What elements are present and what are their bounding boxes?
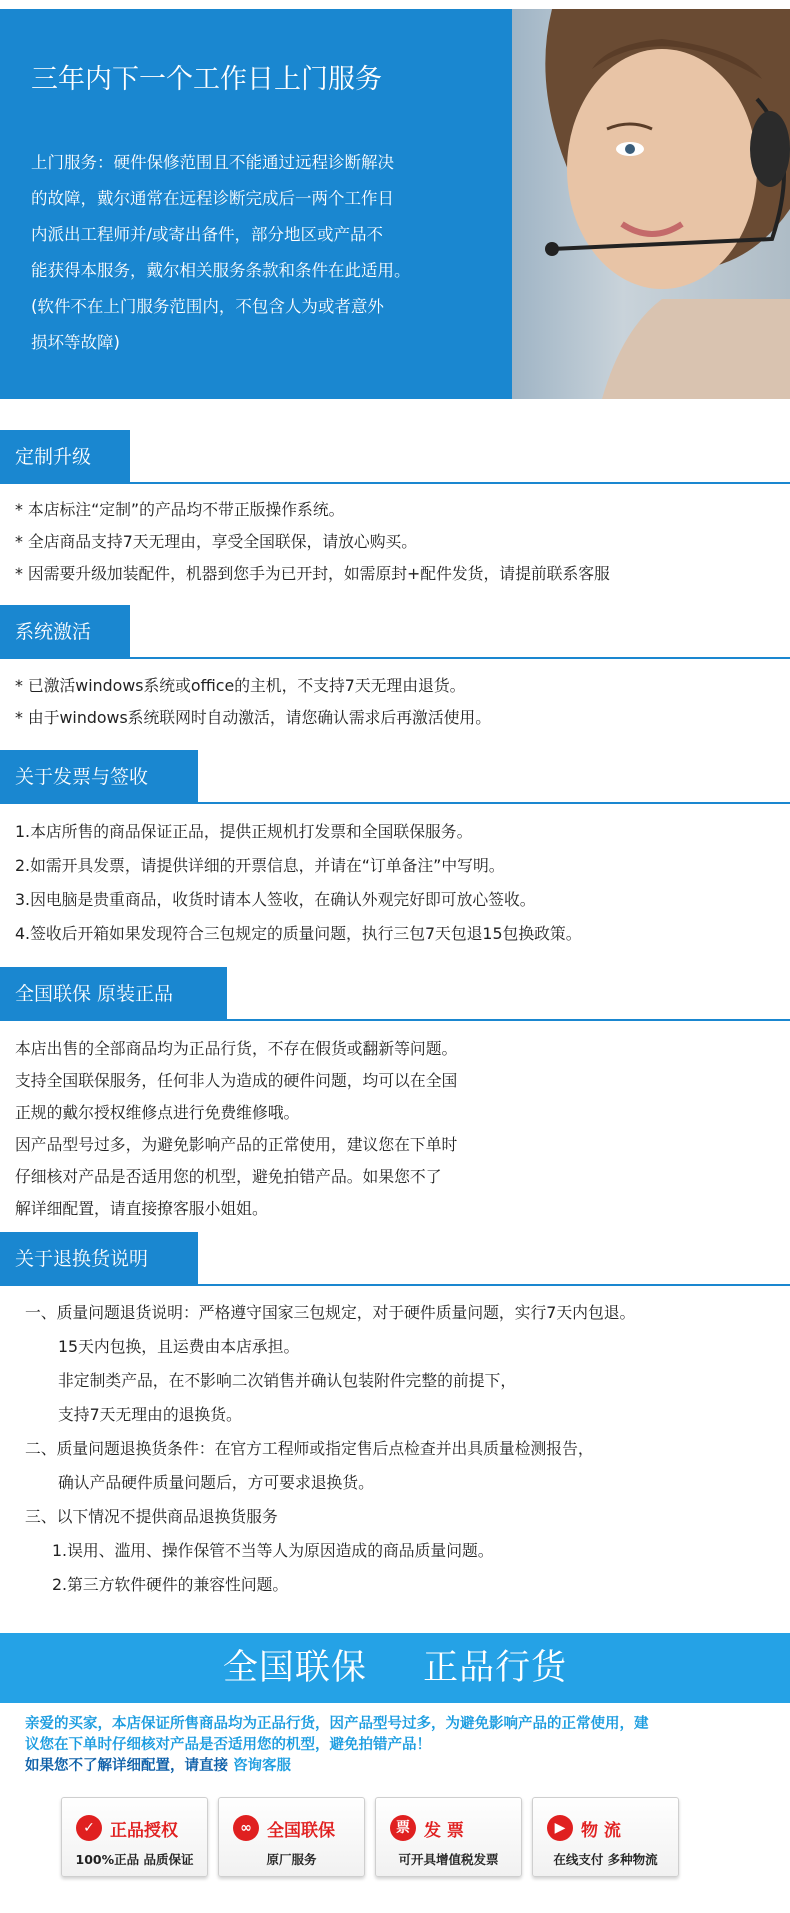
hero-title: 三年内下一个工作日上门服务 bbox=[31, 64, 382, 95]
activation-list bbox=[15, 670, 491, 734]
hero-line: 上门服务：硬件保修范围且不能通过远程诊断解决 bbox=[31, 153, 394, 172]
badge-subtitle: 可开具增值税发票 bbox=[398, 1852, 499, 1867]
support-agent-photo bbox=[512, 9, 790, 399]
promo-prefix: 如果您不了解详细配置，请直接 bbox=[25, 1758, 228, 1774]
badge-title: 全国联保 bbox=[267, 1821, 335, 1841]
list-item: * 本店标注“定制”的产品均不带正版操作系统。 bbox=[15, 500, 345, 519]
list-item: 三、以下情况不提供商品退换货服务 bbox=[25, 1507, 278, 1526]
badge-logistics bbox=[532, 1797, 679, 1877]
list-item: * 全店商品支持7天无理由，享受全国联保，请放心购买。 bbox=[15, 532, 418, 551]
hero-banner bbox=[0, 9, 790, 399]
list-item: * 由于windows系统联网时自动激活，请您确认需求后再激活使用。 bbox=[15, 708, 492, 727]
list-item: 正规的戴尔授权维修点进行免费维修哦。 bbox=[15, 1103, 300, 1122]
section-divider bbox=[0, 657, 790, 659]
contact-service-link[interactable]: 咨询客服 bbox=[233, 1758, 292, 1774]
list-item: * 因需要升级加装配件，机器到您手为已开封，如需原封+配件发货，请提前联系客服 bbox=[15, 564, 610, 583]
guarantee-banner bbox=[0, 1633, 790, 1703]
badge-invoice bbox=[375, 1797, 522, 1877]
invoice-list bbox=[15, 815, 582, 951]
hero-line: 能获得本服务，戴尔相关服务条款和条件在此适用。 bbox=[31, 261, 411, 280]
custom-list bbox=[15, 494, 610, 590]
list-item: 1.误用、滥用、操作保管不当等人为原因造成的商品质量问题。 bbox=[52, 1541, 494, 1560]
list-item: 1.本店所售的商品保证正品，提供正规机打发票和全国联保服务。 bbox=[15, 822, 473, 841]
badge-title: 正品授权 bbox=[110, 1821, 178, 1841]
list-item: 15天内包换，且运费由本店承担。 bbox=[58, 1337, 300, 1356]
list-item: 解详细配置，请直接撩客服小姐姐。 bbox=[15, 1199, 268, 1218]
hero-line: 的故障，戴尔通常在远程诊断完成后一两个工作日 bbox=[31, 189, 394, 208]
hero-body bbox=[31, 145, 501, 361]
agent-illustration bbox=[512, 9, 790, 399]
list-item: 二、质量问题退换货条件：在官方工程师或指定售后点检查并出具质量检测报告， bbox=[25, 1439, 594, 1458]
badge-warranty bbox=[218, 1797, 365, 1877]
link-icon: ∞ bbox=[233, 1815, 259, 1841]
hero-line: 内派出工程师并/或寄出备件，部分地区或产品不 bbox=[31, 225, 384, 244]
invoice-icon: 票 bbox=[390, 1815, 416, 1841]
list-item: 非定制类产品，在不影响二次销售并确认包装附件完整的前提下， bbox=[58, 1371, 517, 1390]
badge-title: 物 流 bbox=[581, 1821, 621, 1841]
section-tab-custom: 定制升级 bbox=[0, 430, 130, 484]
section-tab-activation: 系统激活 bbox=[0, 605, 130, 659]
list-item: 3.因电脑是贵重商品，收货时请本人签收，在确认外观完好即可放心签收。 bbox=[15, 890, 536, 909]
badge-authentic bbox=[61, 1797, 208, 1877]
truck-icon: ▶ bbox=[547, 1815, 573, 1841]
promo-line: 亲爱的买家，本店保证所售商品均为正品行货，因产品型号过多，为避免影响产品的正常使用，建 bbox=[25, 1716, 649, 1732]
section-divider bbox=[0, 482, 790, 484]
hero-line: 损坏等故障) bbox=[31, 333, 120, 352]
section-divider bbox=[0, 1019, 790, 1021]
list-item: 确认产品硬件质量问题后，方可要求退换货。 bbox=[58, 1473, 374, 1492]
list-item: 一、质量问题退货说明：严格遵守国家三包规定，对于硬件质量问题，实行7天内包退。 bbox=[25, 1303, 636, 1322]
returns-list bbox=[15, 1296, 635, 1602]
list-item: 支持全国联保服务，任何非人为造成的硬件问题，均可以在全国 bbox=[15, 1071, 458, 1090]
section-divider bbox=[0, 802, 790, 804]
list-item: 仔细核对产品是否适用您的机型，避免拍错产品。如果您不了 bbox=[15, 1167, 442, 1186]
section-divider bbox=[0, 1284, 790, 1286]
banner-left-text: 全国联保 bbox=[222, 1648, 367, 1688]
promo-notice bbox=[25, 1714, 765, 1777]
section-tab-returns: 关于退换货说明 bbox=[0, 1232, 198, 1286]
badge-subtitle: 在线支付 多种物流 bbox=[553, 1852, 658, 1867]
warranty-list bbox=[15, 1033, 457, 1225]
badge-subtitle: 100%正品 品质保证 bbox=[75, 1852, 194, 1867]
list-item: 支持7天无理由的退换货。 bbox=[58, 1405, 242, 1424]
badge-subtitle: 原厂服务 bbox=[266, 1852, 317, 1867]
list-item: 4.签收后开箱如果发现符合三包规定的质量问题，执行三包7天包退15包换政策。 bbox=[15, 924, 582, 943]
list-item: 2.如需开具发票，请提供详细的开票信息，并请在“订单备注”中写明。 bbox=[15, 856, 505, 875]
section-tab-warranty: 全国联保 原装正品 bbox=[0, 967, 227, 1021]
list-item: 因产品型号过多，为避免影响产品的正常使用，建议您在下单时 bbox=[15, 1135, 458, 1154]
section-tab-invoice: 关于发票与签收 bbox=[0, 750, 198, 804]
promo-line bbox=[25, 1756, 765, 1777]
shield-icon: ✓ bbox=[76, 1815, 102, 1841]
banner-right-text: 正品行货 bbox=[423, 1648, 568, 1688]
badge-title: 发 票 bbox=[424, 1821, 464, 1841]
promo-line: 议您在下单时仔细核对产品是否适用您的机型，避免拍错产品！ bbox=[25, 1737, 431, 1753]
list-item: 本店出售的全部商品均为正品行货，不存在假货或翻新等问题。 bbox=[15, 1039, 458, 1058]
list-item: 2.第三方软件硬件的兼容性问题。 bbox=[52, 1575, 289, 1594]
list-item: * 已激活windows系统或office的主机，不支持7天无理由退货。 bbox=[15, 676, 466, 695]
hero-line: (软件不在上门服务范围内，不包含人为或者意外 bbox=[31, 297, 384, 316]
service-badges bbox=[61, 1797, 681, 1877]
